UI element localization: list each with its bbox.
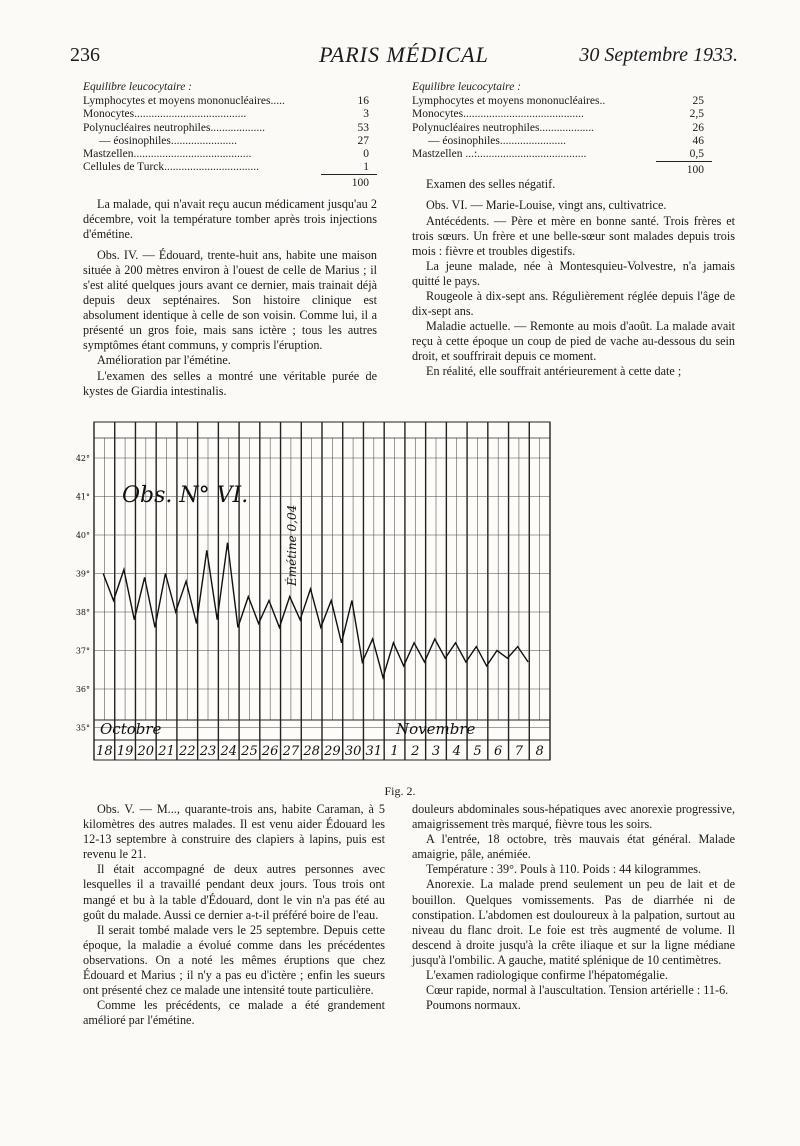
journal-title: PARIS MÉDICAL [319, 42, 489, 67]
paragraph: Examen des selles négatif. [426, 177, 556, 192]
paragraph: Il serait tombé malade vers le 25 septembre. Depuis cette époque, la maladie a évolué comme dans les précédentes observations. On a noté les mêmes éruptions que chez Édouard et Marius ; il n'y a pas eu d'ictère ; enfin les sueurs ont présenté chez ce malade une intensité toute particulière. [83, 922, 385, 998]
table-row: Polynucléaires neutrophiles................... 26 [412, 121, 704, 134]
table-row: Lymphocytes et moyens mononucléaires.. 25 [412, 95, 704, 108]
paragraph: Température : 39°. Pouls à 110. Poids : 44 kilogrammes. [426, 862, 702, 877]
day-label: 6 [494, 744, 503, 759]
month-label-november: Novembre [396, 720, 476, 738]
month-label-october: Octobre [100, 720, 162, 738]
left-bottom-column [83, 802, 385, 1028]
leuco-table-left [83, 95, 377, 190]
y-tick-label: 41° [75, 492, 90, 502]
y-tick-label: 37° [75, 646, 90, 656]
day-label: 5 [473, 744, 482, 759]
paragraph: Amélioration par l'émétine. [97, 353, 231, 368]
day-label: 29 [324, 744, 341, 759]
leuco-heading-left: Equilibre leucocytaire : [83, 81, 192, 93]
paragraph: Obs. IV. — Édouard, trente-huit ans, habite une maison située à 200 mètres environ à l'ouest de celle de Marius ; il s'est alité quelques jours avant ce dernier, mais trainait déjà depuis deux septénaires. Son histoire clinique est absolument identique à celle de son voisin. Comme lui, il a présenté un gros foie, mais sans ictère ; tous les autres symptômes étant communs, y compris l'éruption. [83, 247, 377, 353]
y-tick-label: 35° [75, 723, 90, 733]
page-header [70, 40, 738, 70]
table-row: — éosinophiles....................... 46 [428, 134, 704, 147]
paragraph: Antécédents. — Père et mère en bonne santé. Trois frères et trois sœurs. Un frère et une belle-sœur sont malades depuis trois mois : fièvre et troubles digestifs. [412, 213, 735, 258]
day-label: 30 [344, 744, 362, 759]
paragraph: douleurs abdominales sous-hépatiques avec anorexie progressive, amaigrissement très marqué, fièvre tous les soirs. [412, 802, 735, 832]
paragraph: Poumons normaux. [426, 998, 521, 1013]
table-row: — éosinophiles....................... 27 [99, 134, 369, 147]
paragraph: Maladie actuelle. — Remonte au mois d'août. La malade avait reçu à cette époque un coup de pied de vache au-dessous du sein droit, et souffrirait depuis ce moment. [412, 319, 735, 364]
chart-title: Obs. N° VI. [122, 483, 249, 508]
leuco-heading-right: Equilibre leucocytaire : [412, 81, 521, 93]
left-top-column [83, 80, 377, 399]
paragraph: Anorexie. La malade prend seulement un peu de lait et de bouillon. Quelques vomissements. Pas de diarrhée ni de constipation. L'abdomen est douloureux à la palpation, surtout au niveau du flanc droit. Le foie est très augmenté de volume. Il descend à droite jusqu'à la crête iliaque et sur la ligne médiane jusqu'à l'ombilic. A gauche, matité splénique de 10 centimètres. [412, 877, 735, 967]
day-label: 22 [178, 744, 196, 759]
leuco-table-right [412, 95, 712, 177]
issue-date: 30 Septembre 1933. [579, 44, 738, 66]
paragraph: Cœur rapide, normal à l'auscultation. Tension artérielle : 11-6. [426, 983, 729, 998]
emetine-annotation: Émétine 0,04 [285, 504, 299, 586]
day-label: 2 [411, 744, 420, 759]
paragraph: Obs. VI. — Marie-Louise, vingt ans, cultivatrice. [426, 198, 667, 213]
table-row: Cellules de Turck................................. 1 [83, 161, 369, 174]
chart-y-axis [76, 454, 90, 733]
day-label: 27 [282, 744, 300, 759]
y-tick-label: 39° [75, 569, 90, 579]
table-row: Polynucléaires neutrophiles................... 53 [83, 121, 369, 134]
day-label: 31 [365, 744, 383, 759]
y-tick-label: 42° [75, 454, 90, 463]
day-label: 8 [535, 744, 544, 759]
day-label: 25 [241, 744, 258, 759]
day-label: 26 [261, 744, 279, 759]
table-row: Lymphocytes et moyens mononucléaires..... 16 [83, 95, 369, 108]
paragraph: En réalité, elle souffrait antérieurement à cette date ; [426, 364, 682, 379]
table-total-row: 100 [83, 175, 377, 191]
paragraph: La jeune malade, née à Montesquieu-Volvestre, n'a jamais quitté le pays. [412, 258, 735, 288]
paragraph: A l'entrée, 18 octobre, très mauvais état général. Malade amaigrie, pâle, anémiée. [412, 832, 735, 862]
day-label: 4 [452, 744, 461, 759]
table-row: Monocytes.......................................... 2,5 [412, 108, 704, 121]
y-tick-label: 38° [75, 608, 90, 617]
table-row: Monocytes....................................... 3 [83, 108, 369, 121]
day-label: 1 [390, 744, 399, 759]
paragraph: L'examen des selles a montré une véritable purée de kystes de Giardia intestinalis. [83, 368, 377, 398]
y-tick-label: 36° [75, 685, 90, 694]
day-label: 20 [137, 744, 155, 759]
paragraph: La malade, qui n'avait reçu aucun médicament jusqu'au 2 décembre, voit la température tomber après trois injections d'émétine. [83, 196, 377, 241]
paragraph: Il était accompagné de deux autres personnes avec lesquelles il a travaillé pendant deux jours. Tous trois ont mangé et bu à la table d'Édouard, dont le vin n'a pas été au goût du malade. Aussi ce dernier a-t-il préféré boire de l'eau. [83, 862, 385, 922]
right-top-column [412, 80, 735, 380]
day-label: 28 [303, 744, 320, 759]
day-label: 24 [220, 744, 238, 759]
day-label: 3 [431, 744, 441, 759]
table-row: Mastzellen ...:...................................... 0,5 [412, 147, 704, 161]
day-label: 23 [199, 744, 217, 759]
day-label: 19 [116, 744, 134, 759]
paragraph: Obs. V. — M..., quarante-trois ans, habite Caraman, à 5 kilomètres des autres malades. Il est venu aider Édouard les 12-13 septembre à construire des clapiers à lapins, puis est revenu le 21. [83, 802, 385, 862]
day-label: 7 [514, 744, 524, 759]
day-label: 18 [96, 744, 113, 759]
paragraph: Comme les précédents, ce malade a été grandement amélioré par l'émétine. [83, 998, 385, 1028]
paragraph: Rougeole à dix-sept ans. Régulièrement réglée depuis l'âge de dix-sept ans. [412, 288, 735, 319]
page-number: 236 [70, 44, 100, 66]
day-label: 21 [158, 744, 175, 759]
table-total-row: 100 [412, 162, 712, 178]
right-bottom-column [412, 802, 735, 1013]
figure-caption: Fig. 2. [384, 784, 416, 798]
y-tick-label: 40° [75, 531, 90, 540]
temperature-chart [70, 418, 560, 768]
paragraph: L'examen radiologique confirme l'hépatomégalie. [426, 968, 668, 983]
table-row: Mastzellen......................................... 0 [83, 147, 369, 160]
